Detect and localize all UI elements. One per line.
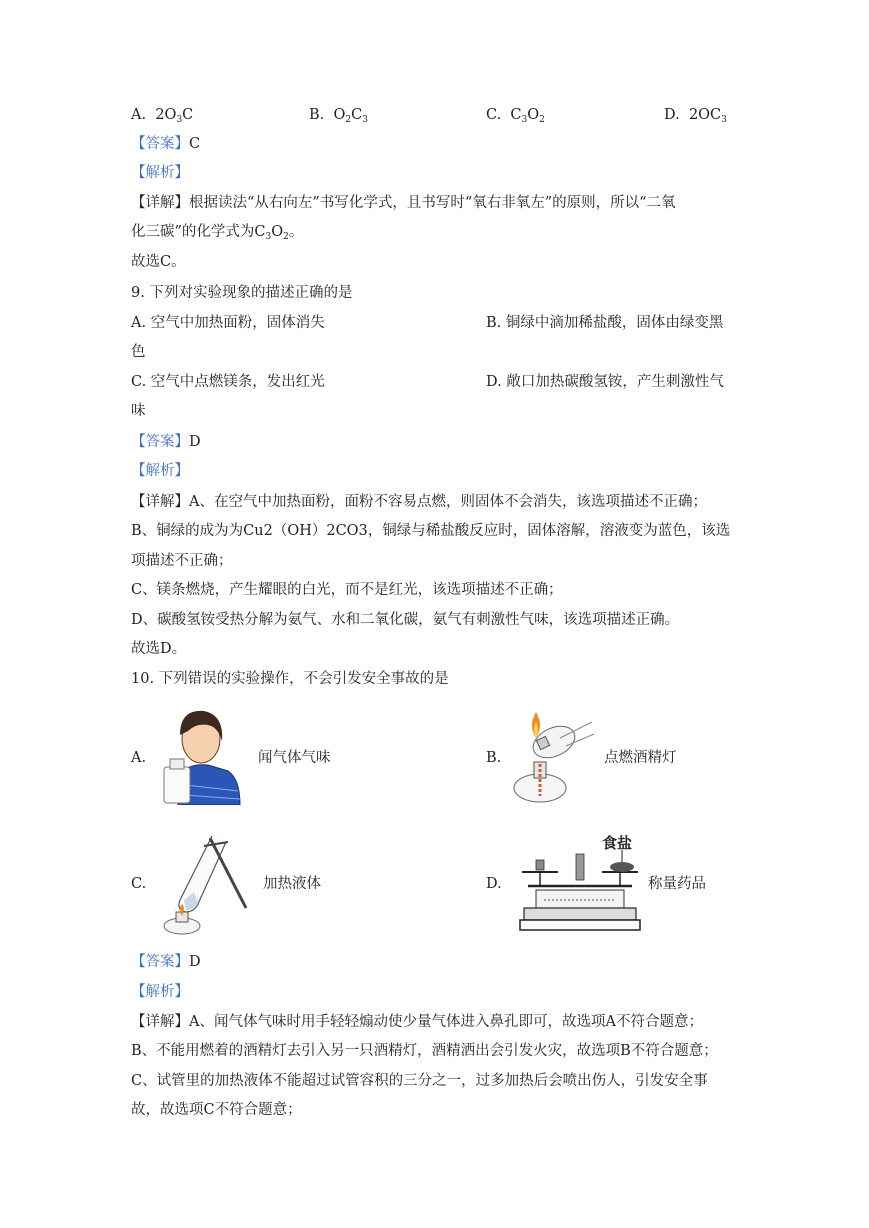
- q10-detail-line4: 故，故选项C不符合题意；: [131, 1102, 302, 1118]
- salt-label: 食盐: [602, 834, 633, 852]
- q10-option-a-label: 闻气体气味: [258, 750, 331, 766]
- q9-stem: 9. 下列对实验现象的描述正确的是: [131, 285, 353, 301]
- q9-analysis-tag: 【解析】: [131, 463, 189, 479]
- alcohol-lamp-figure: [506, 708, 598, 808]
- balance-figure: [514, 850, 646, 934]
- q9-option-a: A. 空气中加热面粉，固体消失: [131, 315, 325, 331]
- q8-option-a: A. $2O_3C$: [131, 107, 194, 125]
- q9-option-d: D. 敞口加热碳酸氢铵，产生刺激性气: [486, 374, 724, 390]
- q10-option-d-label: 称量药品: [648, 876, 706, 892]
- q10-option-a-letter: A.: [131, 750, 147, 766]
- q10-option-b-label: 点燃酒精灯: [604, 750, 677, 766]
- q9-detail-line1: 【详解】A、在空气中加热面粉，面粉不容易点燃，则固体不会消失，该选项描述不正确；: [131, 494, 707, 510]
- heating-liquid-figure: [150, 830, 250, 940]
- q9-conclusion: 故选D。: [131, 641, 187, 657]
- q9-detail-line3: 项描述不正确；: [131, 553, 233, 569]
- q10-analysis-tag: 【解析】: [131, 984, 189, 1000]
- q8-option-d: D. $2OC_3$: [664, 107, 727, 125]
- q8-answer: 【答案】C: [131, 136, 201, 152]
- q9-option-b: B. 铜绿中滴加稀盐酸，固体由绿变黑: [486, 315, 724, 331]
- q9-detail-line5: D、碳酸氢铵受热分解为氨气、水和二氧化碳，氨气有刺激性气味，该选项描述正确。: [131, 612, 680, 628]
- q8-detail-line1: 【详解】根据读法“从右向左”书写化学式，且书写时“氧右非氧左”的原则，所以“二氧: [131, 195, 676, 211]
- q10-option-b-letter: B.: [486, 750, 502, 766]
- q8-conclusion: 故选C。: [131, 254, 186, 270]
- q8-analysis-tag: 【解析】: [131, 165, 189, 181]
- q8-detail-line2: 化三碳”的化学式为$C_3O_2$。: [131, 224, 304, 242]
- q8-option-b: B. $O_2C_3$: [309, 107, 368, 125]
- q9-answer: 【答案】D: [131, 434, 201, 450]
- q9-option-b-continued: 色: [131, 344, 146, 360]
- q9-option-d-continued: 味: [131, 403, 146, 419]
- q10-detail-line1: 【详解】A、闻气体气味时用手轻轻煽动使少量气体进入鼻孔即可，故选项A不符合题意；: [131, 1014, 703, 1030]
- smelling-gas-figure: [158, 705, 244, 805]
- q10-option-d-letter: D.: [486, 876, 502, 892]
- q10-option-c-label: 加热液体: [263, 876, 321, 892]
- q9-option-c: C. 空气中点燃镁条，发出红光: [131, 374, 325, 390]
- q10-stem: 10. 下列错误的实验操作，不会引发安全事故的是: [131, 671, 449, 687]
- q9-detail-line2: B、铜绿的成为为Cu2（OH）2CO3，铜绿与稀盐酸反应时，固体溶解，溶液变为蓝色，该选: [131, 523, 731, 539]
- q10-answer: 【答案】D: [131, 954, 201, 970]
- q10-detail-line2: B、不能用燃着的酒精灯去引入另一只酒精灯，酒精洒出会引发火灾，故选项B不符合题意；: [131, 1043, 718, 1059]
- q10-option-c-letter: C.: [131, 876, 147, 892]
- q9-detail-line4: C、镁条燃烧，产生耀眼的白光，而不是红光，该选项描述不正确；: [131, 582, 563, 598]
- q10-detail-line3: C、试管里的加热液体不能超过试管容积的三分之一，过多加热后会喷出伤人，引发安全事: [131, 1073, 708, 1089]
- q8-option-c: C. $C_3O_2$: [486, 107, 545, 125]
